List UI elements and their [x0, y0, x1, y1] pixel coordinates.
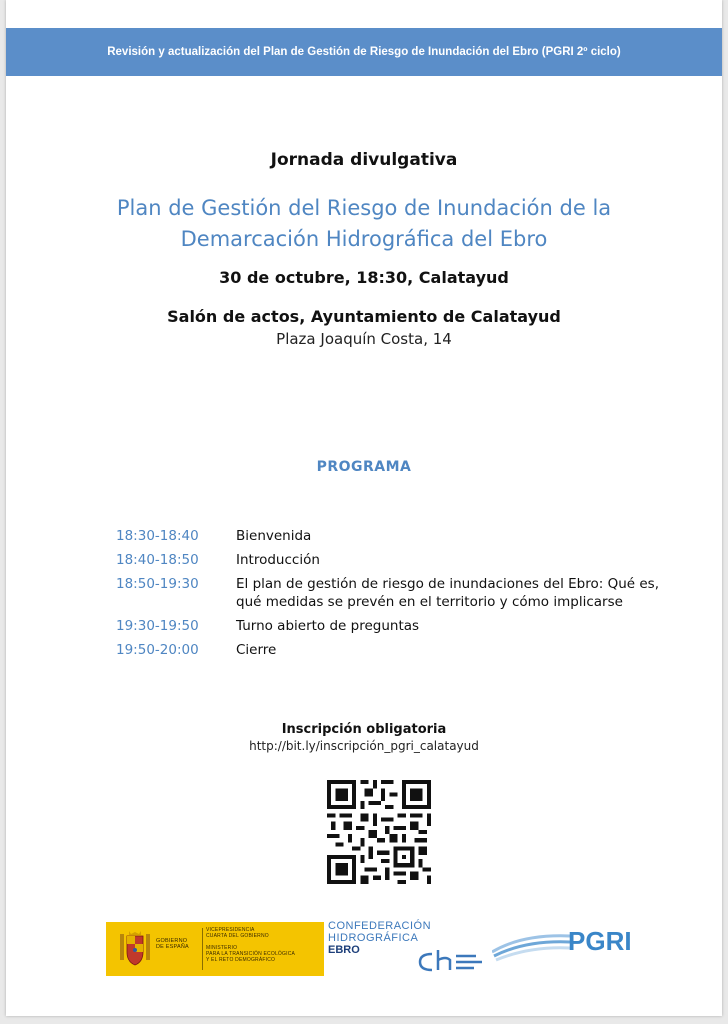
- agenda-list: [116, 527, 676, 665]
- programa-heading: PROGRAMA: [316, 459, 412, 475]
- che-wave-icon: [416, 946, 486, 976]
- event-type: Jornada divulgativa: [270, 150, 458, 170]
- registration-url[interactable]: http://bit.ly/inscripción_pgri_calatayud: [249, 739, 479, 753]
- gov-r3: MINISTERIO: [206, 945, 238, 951]
- registration-heading: Inscripción obligatoria: [281, 722, 447, 737]
- agenda-item: [116, 575, 676, 611]
- che-line1: CONFEDERACIÓN: [328, 920, 432, 932]
- agenda-time: 18:50-19:30: [116, 576, 199, 592]
- gobierno-espana-logo: [106, 922, 324, 976]
- agenda-time: 18:40-18:50: [116, 552, 199, 568]
- banner-title: Revisión y actualización del Plan de Gestión de Riesgo de Inundación del Ebro (PGRI 2º ciclo): [107, 46, 621, 58]
- agenda-desc: Bienvenida: [236, 528, 312, 544]
- event-venue: Salón de actos, Ayuntamiento de Calatayud: [167, 307, 561, 326]
- gov-r5: Y EL RETO DEMOGRÁFICO: [206, 957, 276, 963]
- event-address: Plaza Joaquín Costa, 14: [276, 330, 452, 348]
- che-line3: EBRO: [328, 944, 360, 956]
- header-banner: [6, 28, 722, 76]
- gov-r4: PARA LA TRANSICIÓN ECOLÓGICA: [206, 951, 296, 957]
- event-title-line1: Plan de Gestión del Riesgo de Inundación de la: [116, 196, 612, 220]
- gov-r1: VICEPRESIDENCIA: [206, 927, 255, 933]
- event-title: [6, 193, 722, 255]
- agenda-time: 18:30-18:40: [116, 528, 199, 544]
- agenda-desc: El plan de gestión de riesgo de inundaciones del Ebro: Qué es, qué medidas se prevén en el territorio y cómo implicarse: [236, 576, 659, 610]
- wave-swoosh-icon: [492, 924, 572, 964]
- gov-line1: GOBIERNO: [156, 938, 188, 944]
- event-title-line2: Demarcación Hidrográfica del Ebro: [180, 227, 548, 251]
- gov-r2: CUARTA DEL GOBIERNO: [206, 933, 269, 939]
- pgri-logo: [492, 920, 642, 966]
- footer-logos: [6, 916, 722, 986]
- agenda-desc: Introducción: [236, 552, 320, 568]
- agenda-time: 19:50-20:00: [116, 642, 199, 658]
- agenda-desc: Turno abierto de preguntas: [236, 618, 420, 634]
- agenda-item: [116, 527, 676, 545]
- che-logo: [328, 920, 488, 980]
- agenda-desc: Cierre: [236, 642, 277, 658]
- coat-of-arms-icon: [118, 930, 152, 968]
- agenda-item: [116, 551, 676, 569]
- che-line2: HIDROGRÁFICA: [328, 932, 419, 944]
- qr-code-icon[interactable]: [327, 780, 431, 884]
- agenda-item: [116, 641, 676, 659]
- gov-line2: DE ESPAÑA: [156, 944, 189, 950]
- pgri-label: PGRI: [568, 926, 632, 956]
- document-page: [6, 0, 722, 1016]
- agenda-item: [116, 617, 676, 635]
- agenda-time: 19:30-19:50: [116, 618, 199, 634]
- event-datetime: 30 de octubre, 18:30, Calatayud: [219, 268, 509, 287]
